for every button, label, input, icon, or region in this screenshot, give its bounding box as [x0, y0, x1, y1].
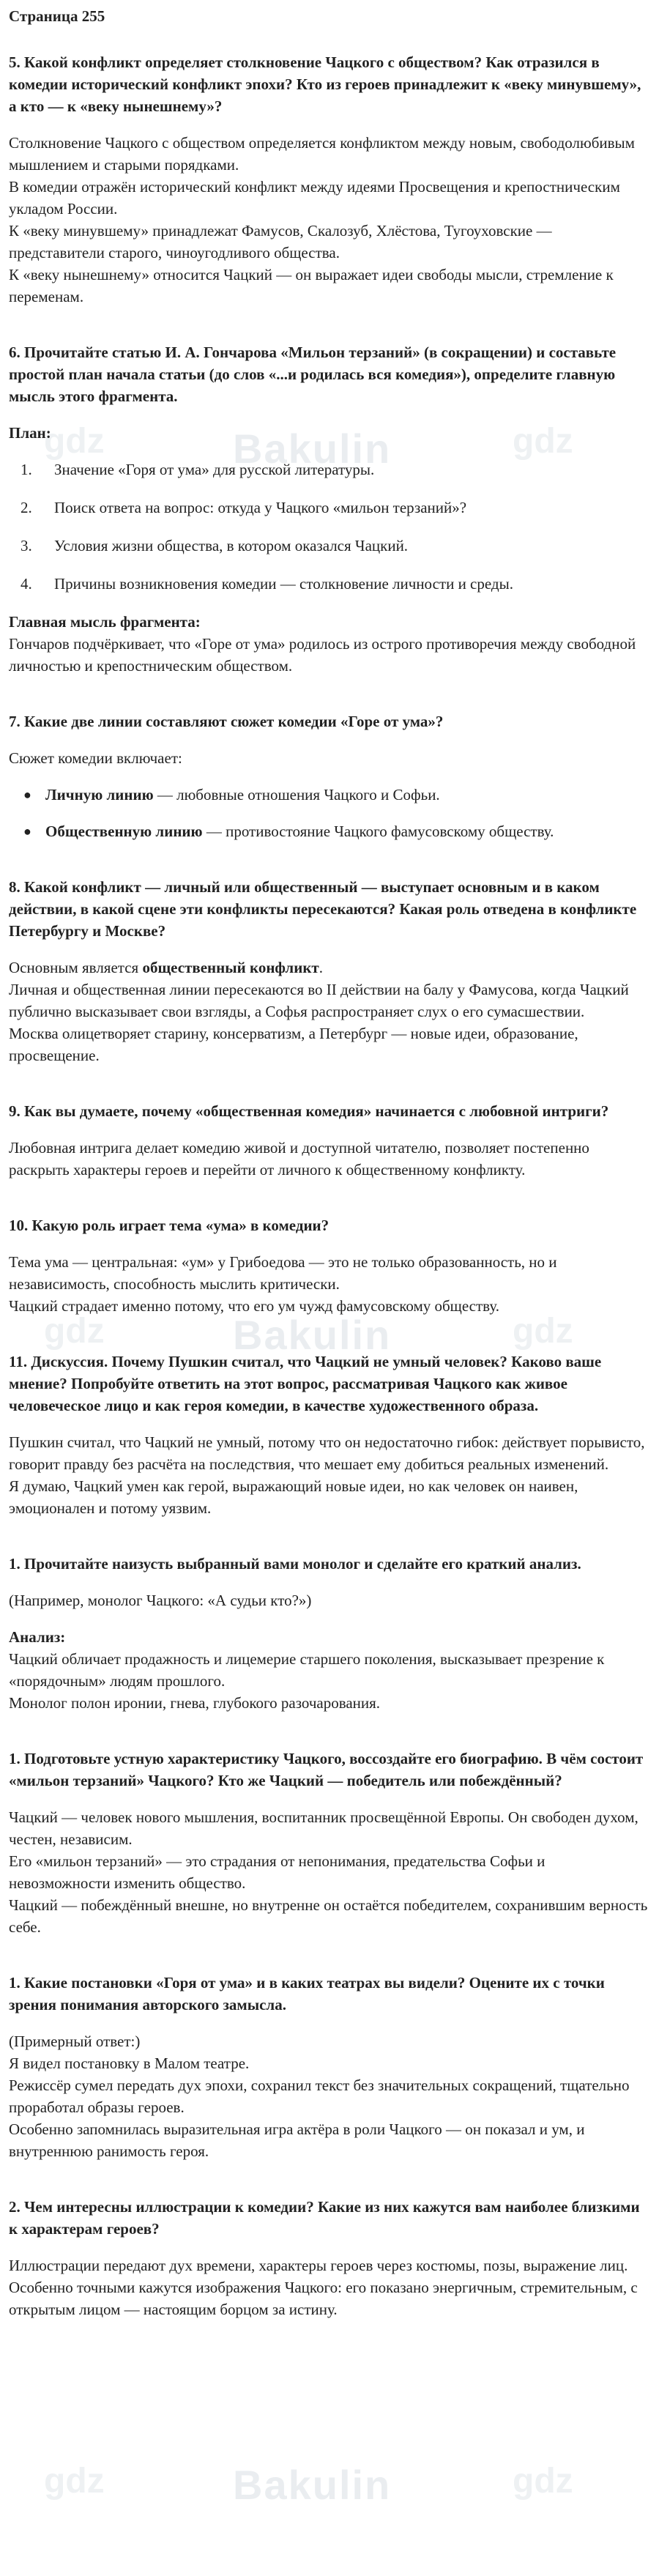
question-text: 1. Какие постановки «Горя от ума» и в каких театрах вы видели? Оцените их с точки зрения понимания авторского замысла. — [9, 1974, 605, 2013]
answer-line: Я видел постановку в Малом театре. — [9, 2055, 250, 2072]
question-text: 10. Какую роль играет тема «ума» в комедии? — [9, 1217, 330, 1234]
question-block-productions — [9, 1972, 650, 2162]
plan-item: 2. Поиск ответа на вопрос: откуда у Чацкого «мильон терзаний»? — [21, 499, 467, 516]
answer-text — [9, 1431, 650, 1519]
watermark-bakulin: Bakulin — [233, 426, 392, 472]
answer-text — [9, 957, 650, 1066]
answer-line: К «веку минувшему» принадлежат Фамусов, Скалозуб, Хлёстова, Тугоуховские — представители старого, чиноугодливого общества. — [9, 222, 552, 261]
plan-item: 1. Значение «Горя от ума» для русской литературы. — [21, 461, 375, 478]
question-text: 11. Дискуссия. Почему Пушкин считал, что Чацкий не умный человек? Каково ваше мнение? Попробуйте ответить на этот вопрос, рассматривая Чацкого как живое человеческое лицо и как героя комедии, в качестве художественного образа. — [9, 1353, 602, 1414]
analysis-label: Анализ: — [9, 1628, 66, 1646]
list-item: ● Личную линию — любовные отношения Чацкого и Софьи. — [23, 786, 440, 803]
answer-text — [9, 1137, 650, 1181]
watermark-gdz: gdz — [44, 2462, 105, 2501]
plan-item: 4. Причины возникновения комедии — столкновение личности и среды. — [21, 575, 513, 593]
watermark-gdz: gdz — [44, 1312, 105, 1351]
answer-line: Его «мильон терзаний» — это страдания от непонимания, предательства Софьи и невозможности изменить общество. — [9, 1852, 546, 1892]
answer-line: Чацкий — побеждённый внешне, но внутренне он остаётся победителем, сохранившим верность себе. — [9, 1896, 648, 1936]
watermark-bakulin: Bakulin — [233, 1312, 392, 1358]
question-text: 1. Подготовьте устную характеристику Чацкого, воссоздайте его биографию. В чём состоит «мильон терзаний» Чацкого? Кто же Чацкий — победитель или побеждённый? — [9, 1750, 644, 1789]
question-block-7 — [9, 710, 650, 842]
example-text: (Например, монолог Чацкого: «А судьи кто?») — [9, 1592, 312, 1609]
question-block-8 — [9, 876, 650, 1066]
question-text: 6. Прочитайте статью И. А. Гончарова «Мильон терзаний» (в сокращении) и составьте простой план начала статьи (до слов «...и родилась вся комедия»), определите главную мысль этого фрагмента. — [9, 344, 617, 405]
page-title: Страница 255 — [9, 7, 105, 25]
answer-line: Я думаю, Чацкий умен как герой, выражающий новые идеи, но как человек он наивен, эмоционален и потому уязвим. — [9, 1477, 578, 1517]
watermark-gdz: gdz — [44, 422, 105, 461]
answer-line: Особенно точными кажутся изображения Чацкого: его показано энергичным, стремительным, с открытым лицом — настоящим борцом за истину. — [9, 2279, 638, 2318]
answer-line: Чацкий страдает именно потому, что его ум чужд фамусовскому обществу. — [9, 1297, 500, 1315]
question-block-monologue — [9, 1553, 650, 1714]
answer-line: Чацкий — человек нового мышления, воспитанник просвещённой Европы. Он свободен духом, честен, независим. — [9, 1808, 638, 1848]
answer-line: Тема ума — центральная: «ум» у Грибоедова — это не только образованность, но и независимость, способность мыслить критически. — [9, 1253, 557, 1293]
answer-text — [9, 2254, 650, 2320]
plan-list — [9, 459, 650, 595]
question-text: 7. Какие две линии составляют сюжет комедии «Горе от ума»? — [9, 713, 444, 730]
answer-text — [9, 2030, 650, 2162]
question-text: 8. Какой конфликт — личный или общественный — выступает основным и в каком действии, в какой сцене эти конфликты пересекаются? Какая роль отведена в конфликте Петербургу и Москве? — [9, 878, 637, 940]
list-item: ● Общественную линию — противостояние Чацкого фамусовскому обществу. — [23, 823, 554, 840]
answer-line: Режиссёр сумел передать дух эпохи, сохранил текст без значительных сокращений, тщательно проработал образы героев. — [9, 2076, 630, 2116]
answer-text — [9, 1251, 650, 1317]
answer-line: Особенно запомнилась выразительная игра актёра в роли Чацкого — он показал и ум, и внутреннюю ранимость героя. — [9, 2120, 585, 2160]
watermark-bakulin: Bakulin — [233, 2462, 392, 2508]
answer-line: Личная и общественная линии пересекаются во II действии на балу у Фамусова, когда Чацкий публично высказывает свои взгляды, а Софья распространяет слух о его сумасшествии. — [9, 981, 629, 1020]
question-text: 5. Какой конфликт определяет столкновение Чацкого с обществом? Как отразился в комедии исторический конфликт эпохи? Кто из героев принадлежит к «веку минувшему», а кто — к «веку нынешнему»? — [9, 53, 641, 115]
question-block-10 — [9, 1214, 650, 1317]
plan-label: План: — [9, 424, 51, 442]
answer-text — [9, 132, 650, 308]
watermark-gdz: gdz — [513, 2462, 573, 2501]
answer-line: (Примерный ответ:) — [9, 2033, 141, 2050]
question-block-5 — [9, 51, 650, 308]
plot-lines-list — [9, 784, 650, 842]
answer-line: К «веку нынешнему» относится Чацкий — он выражает идеи свободы мысли, стремление к переменам. — [9, 266, 614, 305]
answer-line: Монолог полон иронии, гнева, глубокого разочарования. — [9, 1694, 381, 1712]
question-block-11 — [9, 1351, 650, 1519]
question-block-9 — [9, 1100, 650, 1181]
watermark-gdz: gdz — [513, 422, 573, 461]
answer-line: Москва олицетворяет старину, консерватизм, а Петербург — новые идеи, образование, просвещение. — [9, 1025, 578, 1064]
answer-line: Столкновение Чацкого с обществом определяется конфликтом между новым, свободолюбивым мышлением и старыми порядками. — [9, 134, 635, 174]
answer-line: Чацкий обличает продажность и лицемерие старшего поколения, высказывает презрение к «порядочным» людям прошлого. — [9, 1650, 605, 1690]
question-text: 1. Прочитайте наизусть выбранный вами монолог и сделайте его краткий анализ. — [9, 1555, 581, 1573]
answer-line: В комедии отражён исторический конфликт между идеями Просвещения и крепостническим укладом России. — [9, 178, 620, 218]
plan-item: 3. Условия жизни общества, в котором оказался Чацкий. — [21, 537, 409, 554]
main-thought-label: Главная мысль фрагмента: — [9, 613, 201, 631]
answer-line: Основным является общественный конфликт. — [9, 959, 323, 976]
question-block-6 — [9, 341, 650, 677]
main-thought-text: Гончаров подчёркивает, что «Горе от ума» родилось из острого противоречия между свободной личностью и крепостническим обществом. — [9, 635, 636, 675]
question-text: 2. Чем интересны иллюстрации к комедии? Какие из них кажутся вам наиболее близкими к характерам героев? — [9, 2198, 640, 2238]
question-text: 9. Как вы думаете, почему «общественная комедия» начинается с любовной интриги? — [9, 1102, 609, 1120]
answer-line: Иллюстрации передают дух времени, характеры героев через костюмы, позы, выражение лиц. — [9, 2257, 628, 2274]
answer-intro: Сюжет комедии включает: — [9, 749, 182, 767]
answer-line: Пушкин считал, что Чацкий не умный, потому что он недостаточно гибок: действует порывисто, говорит правду без расчёта на последствия, что мешает ему добиться реальных изменений. — [9, 1433, 645, 1473]
watermark-gdz: gdz — [513, 1312, 573, 1351]
answer-text — [9, 1648, 650, 1714]
answer-text — [9, 1806, 650, 1938]
answer-line: Любовная интрига делает комедию живой и доступной читателю, позволяет постепенно раскрыть характеры героев и перейти от личного к общественному конфликту. — [9, 1139, 589, 1178]
question-block-characterization — [9, 1748, 650, 1938]
question-block-illustrations — [9, 2196, 650, 2320]
